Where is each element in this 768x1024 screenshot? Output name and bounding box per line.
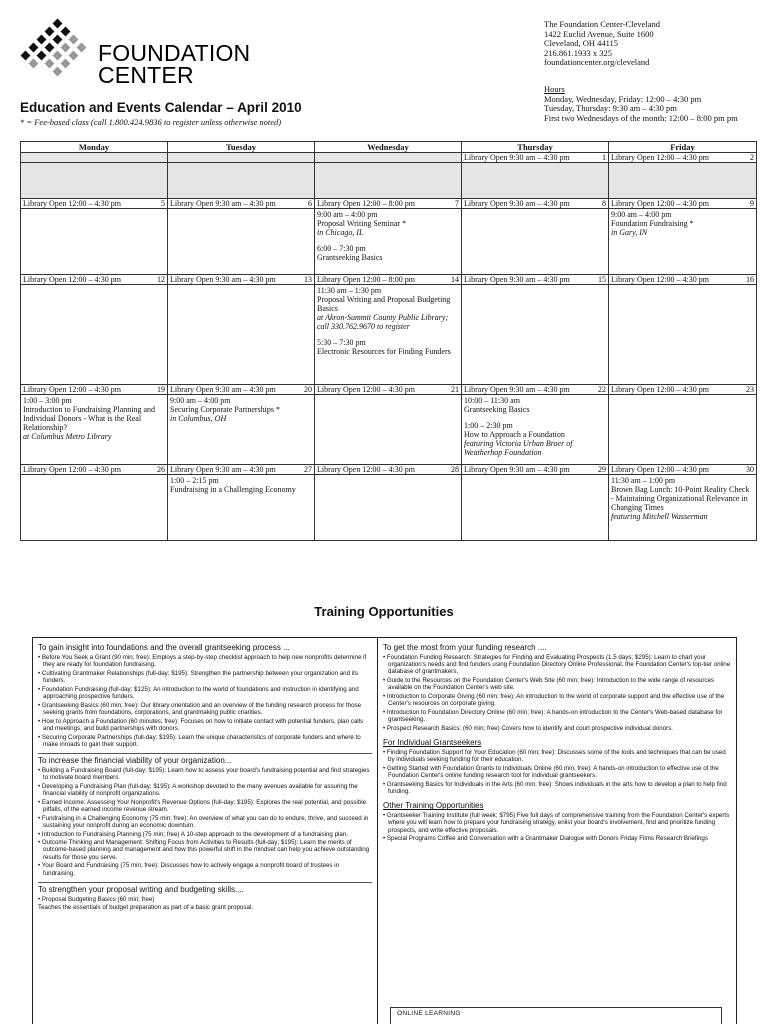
day-events-cell: [462, 285, 609, 385]
training-section-heading: Other Training Opportunities: [383, 801, 484, 811]
event-note: in Columbus, OH: [170, 414, 227, 423]
library-hours: Library Open 12:00 – 4:30 pm: [23, 465, 121, 474]
logo-wordmark: [98, 42, 250, 86]
day-events-cell: [462, 395, 609, 465]
date-cell: [462, 465, 609, 475]
day-number: 20: [304, 385, 312, 394]
day-events-cell: [168, 209, 315, 275]
event-time: 10:00 – 11:30 am: [464, 396, 520, 405]
library-hours: Library Open 12:00 – 4:30 pm: [611, 153, 709, 162]
hours-block: [544, 85, 738, 123]
event-note: at Columbus Metro Library: [23, 432, 112, 441]
training-course-item: • How to Approach a Foundation (60 minutes; free): Focuses on how to initiate contact with potential funders, plan calls and meetings, and build partnerships with donors.: [38, 717, 364, 732]
calendar-title: [20, 100, 302, 115]
library-hours: Library Open 12:00 – 4:30 pm: [317, 465, 415, 474]
day-events-cell: [609, 475, 757, 541]
day-number: 12: [157, 275, 165, 284]
date-cell: [21, 385, 168, 395]
address-line: 216.861.1933 x 325: [544, 47, 612, 58]
day-events-cell: [609, 285, 757, 385]
training-course-item: • Outcome Thinking and Management: Shifting Focus from Activities to Results (full-day; $195): Learn the merits of outcome-based planning and management and how this powerful shift in the mindset can help you achieve outstanding results for those you serve.: [38, 839, 370, 861]
date-cell: [462, 385, 609, 395]
event-title: Brown Bag Lunch: 10-Point Reality Check - Maintaining Organizational Relevance in Changing Times: [611, 485, 750, 512]
day-number: 28: [451, 465, 459, 474]
week-date-bar: [21, 385, 757, 395]
training-section-heading: To increase the financial viability of your organization...: [38, 755, 232, 765]
events-calendar: [20, 141, 757, 541]
event-time: 1:00 – 2:15 pm: [170, 476, 219, 485]
event-time: 9:00 am – 4:00 pm: [611, 210, 672, 219]
address-line: The Foundation Center-Cleveland: [544, 19, 660, 29]
week-events-row: [21, 395, 757, 465]
event-time: 11:30 am – 1:00 pm: [611, 476, 676, 485]
day-number: 29: [598, 465, 606, 474]
calendar-event[interactable]: [317, 338, 459, 356]
date-cell: [168, 465, 315, 475]
calendar-event[interactable]: [611, 210, 754, 237]
training-course-item: • Fundraising in a Challenging Economy (75 min; free): An overview of what you can do to endure, thrive, and succeed in sustaining your nonprofit during an economic downturn.: [38, 814, 369, 829]
library-hours: Library Open 9:30 am – 4:30 pm: [464, 385, 570, 394]
hours-line: Tuesday, Thursday: 9:30 am – 4:30 pm: [544, 103, 677, 114]
day-events-cell: [315, 285, 462, 385]
day-events-cell: [168, 285, 315, 385]
training-course-item: • Finding Foundation Support for Your Education (60 min; free): Discusses some of the tools and techniques that can be used by individuals seeking funding for their education.: [383, 749, 726, 764]
date-cell: [609, 385, 757, 395]
event-title: Securing Corporate Partnerships *: [170, 405, 280, 414]
training-course-item: • Proposal Budgeting Basics (60 min; free): [38, 895, 155, 903]
calendar-event[interactable]: [170, 396, 312, 423]
day-number: 21: [451, 385, 459, 394]
day-number: 30: [746, 465, 754, 474]
day-number: 6: [308, 199, 312, 208]
day-events-cell: [168, 163, 315, 199]
training-title: Training Opportunities: [314, 604, 454, 619]
week-date-bar: [21, 199, 757, 209]
online-learning-label: ONLINE LEARNING: [397, 1010, 461, 1017]
day-events-cell: [462, 209, 609, 275]
event-title: Introduction to Fundraising Planning and Individual Donors - What is the Real Relationship?: [23, 405, 155, 432]
section-divider: [38, 753, 372, 754]
event-note: in Chicago, IL: [317, 228, 364, 237]
training-section-heading: To strengthen your proposal writing and budgeting skills....: [38, 884, 244, 894]
library-hours: Library Open 12:00 – 4:30 pm: [23, 199, 121, 208]
calendar-event[interactable]: [317, 244, 459, 262]
event-title: Proposal Writing Seminar *: [317, 219, 407, 228]
address-line: 1422 Euclid Avenue, Suite 1600: [544, 28, 654, 39]
training-course-item: • Grantseeker Training Institute (full week; $795) Five full days of comprehensive training from the Foundation Center's experts where you will learn how to prepare your fundraising strategy, enlist your board's involvement, find and prioritize funding prospects, and write effective proposals.: [383, 812, 730, 834]
training-course-item: • Cultivating Grantmaker Relationships (full-day; $195): Strengthen the partnership between your organization and its funders.: [38, 669, 358, 685]
event-title: How to Approach a Foundation: [464, 430, 565, 439]
calendar-event[interactable]: [317, 210, 459, 237]
library-hours: Library Open 9:30 am – 4:30 pm: [464, 199, 570, 208]
library-hours: Library Open 9:30 am – 4:30 pm: [170, 385, 276, 394]
day-header-tuesday: Tuesday: [168, 142, 315, 153]
calendar-event[interactable]: [611, 476, 754, 521]
library-hours: Library Open 9:30 am – 4:30 pm: [170, 465, 276, 474]
event-title: Grantseeking Basics: [464, 405, 530, 414]
date-cell: [21, 153, 168, 163]
day-number: 16: [746, 275, 754, 284]
calendar-event[interactable]: [23, 396, 165, 441]
address-block: [544, 20, 660, 68]
logo-line-2: CENTER: [98, 62, 194, 88]
day-events-cell: [462, 475, 609, 541]
online-learning-box: [390, 1007, 722, 1024]
training-column-right: [378, 638, 736, 1024]
library-hours: Library Open 12:00 – 4:30 pm: [611, 465, 709, 474]
training-course-item: • Prospect Research Basics: (60 min; free) Covers how to identify and court prospective individual donors.: [383, 724, 674, 732]
training-course-item: • Special Programs Coffee and Conversation with a Grantmaker Dialogue with Donors Friday Films Research Briefings: [383, 835, 708, 843]
event-time: 9:00 am – 4:00 pm: [317, 210, 378, 219]
event-time: 5:30 – 7:30 pm: [317, 338, 366, 347]
day-events-cell: [315, 395, 462, 465]
day-events-cell: [315, 209, 462, 275]
date-cell: [315, 465, 462, 475]
event-title: Electronic Resources for Finding Funders: [317, 347, 451, 356]
day-events-cell: [609, 395, 757, 465]
event-time: 11:30 am – 1:30 pm: [317, 286, 382, 295]
library-hours: Library Open 12:00 – 8:00 pm: [317, 275, 415, 284]
calendar-event[interactable]: [464, 421, 606, 457]
training-course-item: • Earned Income: Assessing Your Nonprofit's Revenue Options (full-day; $195): Explores the real potential, and possible pitfalls, of the earned income revenue stream.: [38, 798, 367, 813]
event-note: in Gary, IN: [611, 228, 648, 237]
library-hours: Library Open 12:00 – 4:30 pm: [23, 385, 121, 394]
address-line: Cleveland, OH 44115: [544, 38, 619, 49]
day-number: 13: [304, 275, 312, 284]
date-cell: [609, 199, 757, 209]
library-hours: Library Open 9:30 am – 4:30 pm: [464, 275, 570, 284]
training-course-item: • Foundation Fundraising (full-day; $125): An introduction to the world of foundations and instruction in identifying and approaching prospective funders.: [38, 685, 359, 701]
date-cell: [168, 385, 315, 395]
event-time: 1:00 – 2:30 pm: [464, 421, 513, 430]
event-title: Proposal Writing and Proposal Budgeting Basics: [317, 295, 451, 313]
library-hours: Library Open 12:00 – 8:00 pm: [317, 199, 415, 208]
calendar-title-prefix: Education and Events Calendar –: [20, 100, 238, 115]
day-events-cell: [315, 163, 462, 199]
week-events-row: [21, 475, 757, 541]
hours-line: Monday, Wednesday, Friday: 12:00 – 4:30 pm: [544, 93, 702, 104]
date-cell: [609, 153, 757, 163]
training-course-item: • Building a Fundraising Board (full-day; $195): Learn how to assess your board's fundraising potential and find strategies to motivate board members.: [38, 766, 370, 782]
date-cell: [462, 199, 609, 209]
week-date-bar: [21, 465, 757, 475]
training-section-heading: To get the most from your funding research ....: [383, 643, 547, 652]
day-number: 23: [746, 385, 754, 394]
date-cell: [21, 465, 168, 475]
date-cell: [315, 275, 462, 285]
day-number: 2: [750, 153, 754, 162]
training-column-left: [33, 638, 378, 1024]
day-number: 19: [157, 385, 165, 394]
day-number: 22: [598, 385, 606, 394]
date-cell: [315, 153, 462, 163]
event-time: 1:00 – 3:00 pm: [23, 396, 72, 405]
hours-line: First two Wednesdays of the month: 12:00 – 8:00 pm pm: [544, 112, 738, 123]
week-date-bar: [21, 275, 757, 285]
day-events-cell: [462, 163, 609, 199]
date-cell: [168, 153, 315, 163]
day-events-cell: [609, 209, 757, 275]
date-cell: [609, 465, 757, 475]
foundation-center-logo: [20, 14, 280, 92]
day-events-cell: [21, 209, 168, 275]
calendar-event[interactable]: [464, 396, 606, 414]
day-number: 5: [161, 199, 165, 208]
date-cell: [21, 275, 168, 285]
date-cell: [315, 199, 462, 209]
day-number: 15: [598, 275, 606, 284]
website-link[interactable]: foundationcenter.org/cleveland: [544, 57, 650, 68]
training-course-item: • Introduction to Corporate Giving (60 min; free): An introduction to the world of corporate support and the effective use of the Center's resources on corporate giving.: [383, 693, 725, 708]
event-title: Grantseeking Basics: [317, 253, 383, 262]
library-hours: Library Open 12:00 – 4:30 pm: [611, 385, 709, 394]
training-course-item: • Before You Seek a Grant (90 min; free): Employs a step-by-step checklist approach to help new nonprofits determine if they are ready for foundation fundraising.: [38, 654, 367, 669]
training-course-item: • Getting Started with Foundation Grants to Individuals Online (60 min; free): A hands-on introduction to effective use of the Foundation Center's online funding research tool for individual grantseekers.: [383, 764, 719, 780]
event-note: featuring Victoria Urban Broer of Weatherhop Foundation: [464, 439, 573, 457]
day-header-thursday: Thursday: [462, 142, 609, 153]
training-course-item: • Securing Corporate Partnerships (full-day; $195): Learn the unique characteristics of corporate funders and where to make inroads to gain their support.: [38, 733, 361, 748]
training-course-item: • Guide to the Resources on the Foundation Center's Web Site (60 min; free): Introduction to the wide range of resources available on the Foundation Center's web site.: [383, 677, 715, 692]
calendar-title-month: April 2010: [237, 100, 302, 115]
training-course-item: Teaches the essentials of budget preparation as part of a basic grant proposal.: [38, 904, 253, 912]
library-hours: Library Open 9:30 am – 4:30 pm: [464, 465, 570, 474]
event-note: at Akron-Summit County Public Library; call 330.762.9670 to register: [317, 313, 449, 331]
training-course-item: • Your Board and Fundraising (75 min; free): Discusses how to actively engage a nonprofit board of trustees in fundraising.: [38, 862, 340, 877]
day-events-cell: [315, 475, 462, 541]
date-cell: [315, 385, 462, 395]
diamond-grid-logo-icon: [20, 14, 98, 84]
week-date-bar: [21, 153, 757, 163]
day-number: 27: [304, 465, 312, 474]
day-number: 1: [602, 153, 606, 162]
day-number: 7: [455, 199, 459, 208]
section-divider: [38, 882, 372, 883]
day-events-cell: [609, 163, 757, 199]
training-course-item: • Introduction to Foundation Directory Online (60 min; free): A hands-on introduction to the Center's Web-based database for grantseeking.: [383, 708, 723, 724]
day-number: 8: [602, 199, 606, 208]
week-events-row: [21, 285, 757, 385]
library-hours: Library Open 12:00 – 4:30 pm: [611, 199, 709, 208]
day-events-cell: [21, 475, 168, 541]
day-events-cell: [21, 285, 168, 385]
date-cell: [609, 275, 757, 285]
event-time: 9:00 am – 4:00 pm: [170, 396, 231, 405]
library-hours: Library Open 9:30 am – 4:30 pm: [170, 275, 276, 284]
fee-note: * = Fee-based class (call 1.800.424.9836 to register unless otherwise noted): [20, 117, 282, 127]
library-hours: Library Open 9:30 am – 4:30 pm: [170, 199, 276, 208]
calendar-header-row: [21, 142, 757, 153]
event-title: Foundation Fundraising *: [611, 219, 694, 228]
event-note: featuring Mitchell Wasserman: [611, 512, 708, 521]
training-course-item: • Grantseeking Basics for Individuals in the Arts (60 min; free): Shows individuals in the arts how to develop a plan to help find funding.: [383, 780, 727, 796]
logo-line-1: FOUNDATION: [98, 40, 251, 66]
day-number: 9: [750, 199, 754, 208]
day-header-monday: Monday: [21, 142, 168, 153]
event-title: Fundraising in a Challenging Economy: [170, 485, 296, 494]
training-course-item: • Grantseeking Basics (60 min; free): Our library orientation and an overview of the funding research process for those seeking grants from foundations, corporations, and grantmaking public charities.: [38, 701, 362, 716]
day-header-friday: Friday: [609, 142, 757, 153]
training-course-item: • Introduction to Fundraising Planning (75 min; free) A 10-step approach to the development of a fundraising plan.: [38, 830, 349, 838]
date-cell: [168, 275, 315, 285]
date-cell: [462, 153, 609, 163]
date-cell: [168, 199, 315, 209]
calendar-event[interactable]: [170, 476, 312, 494]
event-time: 6:00 – 7:30 pm: [317, 244, 366, 253]
calendar-event[interactable]: [317, 286, 459, 331]
hours-heading: Hours: [544, 84, 565, 94]
day-number: 14: [451, 275, 459, 284]
training-section-heading: For Individual Grantseekers: [383, 738, 482, 748]
training-section-heading: To gain insight into foundations and the overall grantseeking process ...: [38, 643, 290, 652]
library-hours: Library Open 12:00 – 4:30 pm: [23, 275, 121, 284]
training-box: [32, 637, 737, 1024]
date-cell: [462, 275, 609, 285]
library-hours: Library Open 12:00 – 4:30 pm: [317, 385, 415, 394]
library-hours: Library Open 12:00 – 4:30 pm: [611, 275, 709, 284]
training-course-item: • Foundation Funding Research: Strategies for Finding and Evaluating Prospects (1.5 days; $295): Learn to chart your organization's needs and find funders using Foundation Directory Online Professional, the Foundation Center's top-tier online database of grantmakers.: [383, 654, 731, 676]
day-events-cell: [21, 163, 168, 199]
day-events-cell: [21, 395, 168, 465]
day-events-cell: [168, 395, 315, 465]
training-course-item: • Developing a Fundraising Plan (full-day; $195): A workshop devoted to the many avenues available for assuring the financial viability of nonprofit organizations.: [38, 782, 358, 798]
week-events-row: [21, 163, 757, 199]
date-cell: [21, 199, 168, 209]
day-header-wednesday: Wednesday: [315, 142, 462, 153]
library-hours: Library Open 9:30 am – 4:30 pm: [464, 153, 570, 162]
day-events-cell: [168, 475, 315, 541]
day-number: 26: [157, 465, 165, 474]
week-events-row: [21, 209, 757, 275]
